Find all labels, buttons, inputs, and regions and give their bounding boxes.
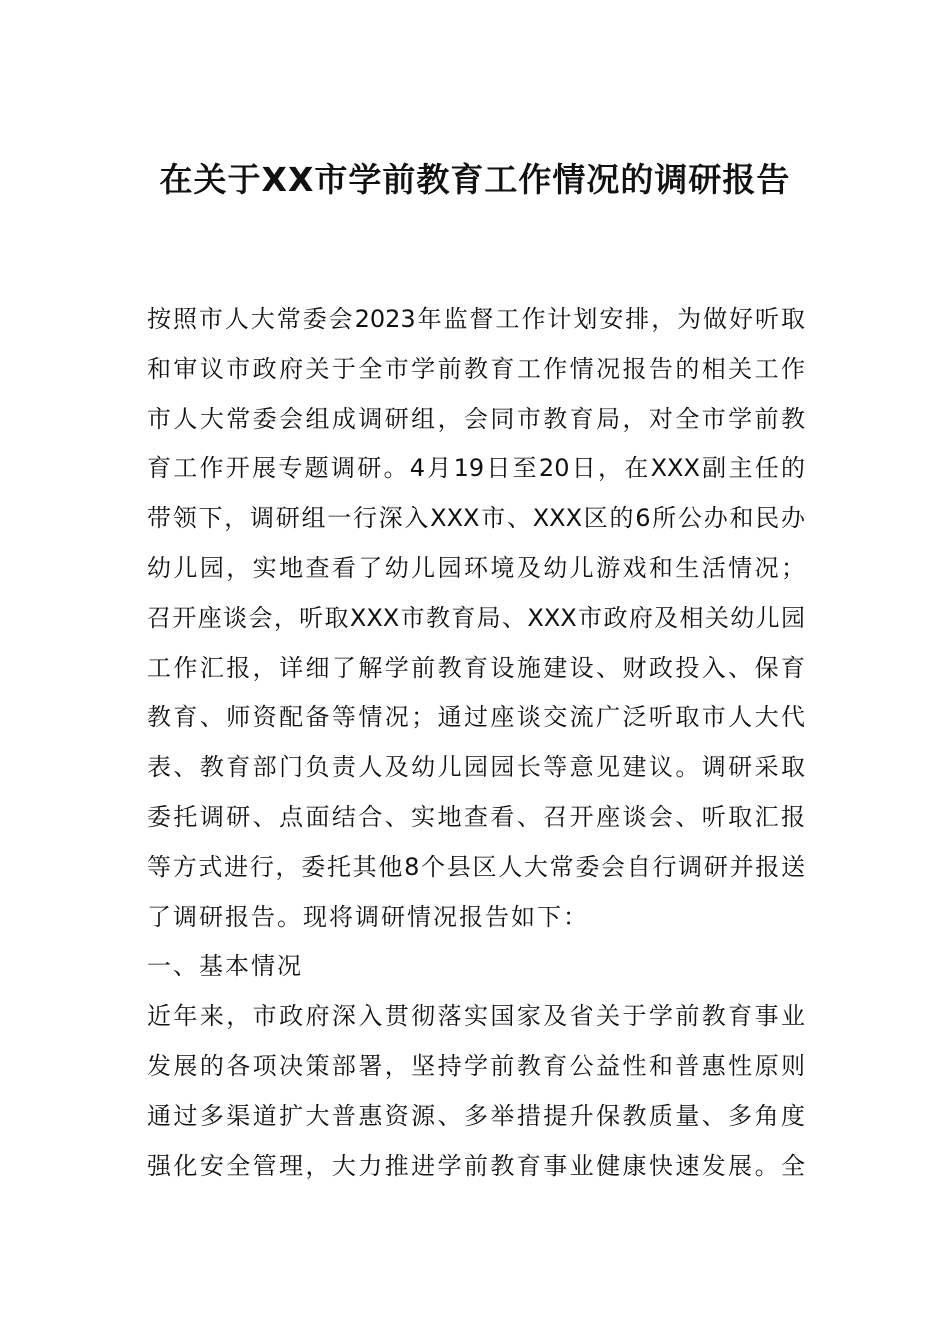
paragraph-line: 带领下，调研组一行深入XXX市、XXX区的6所公办和民办 <box>147 504 805 533</box>
paragraph-line: 工作汇报，详细了解学前教育设施建设、财政投入、保育 <box>147 653 805 682</box>
paragraph-line: 发展的各项决策部署，坚持学前教育公益性和普惠性原则 <box>147 1051 805 1080</box>
paragraph-line: 近年来，市政府深入贯彻落实国家及省关于学前教育事业 <box>147 1002 805 1031</box>
paragraph-line: 通过多渠道扩大普惠资源、多举措提升保教质量、多角度 <box>147 1101 805 1130</box>
paragraph-line: 和审议市政府关于全市学前教育工作情况报告的相关工作 <box>147 354 805 383</box>
paragraph-line: 召开座谈会，听取XXX市教育局、XXX市政府及相关幼儿园 <box>147 603 805 632</box>
paragraph-line: 强化安全管理，大力推进学前教育事业健康快速发展。全 <box>147 1151 805 1180</box>
paragraph-line: 了调研报告。现将调研情况报告如下： <box>147 902 589 931</box>
paragraph-line: 按照市人大常委会2023年监督工作计划安排，为做好听取 <box>147 305 805 333</box>
paragraph-line: 幼儿园，实地查看了幼儿园环境及幼儿游戏和生活情况； <box>147 553 805 582</box>
paragraph-line: 等方式进行，委托其他8个县区人大常委会自行调研并报送 <box>147 852 805 881</box>
section-heading: 一、基本情况 <box>147 952 303 981</box>
paragraph-line: 教育、师资配备等情况；通过座谈交流广泛听取市人大代 <box>147 703 805 732</box>
paragraph-line: 委托调研、点面结合、实地查看、召开座谈会、听取汇报 <box>147 802 805 831</box>
document-body <box>147 295 805 1191</box>
paragraph-line: 市人大常委会组成调研组，会同市教育局，对全市学前教 <box>147 404 805 433</box>
paragraph-line: 育工作开展专题调研。4月19日至20日，在XXX副主任的 <box>147 454 805 483</box>
document-title: 在关于XX市学前教育工作情况的调研报告 <box>159 160 791 199</box>
paragraph-line: 表、教育部门负责人及幼儿园园长等意见建议。调研采取 <box>147 753 805 782</box>
